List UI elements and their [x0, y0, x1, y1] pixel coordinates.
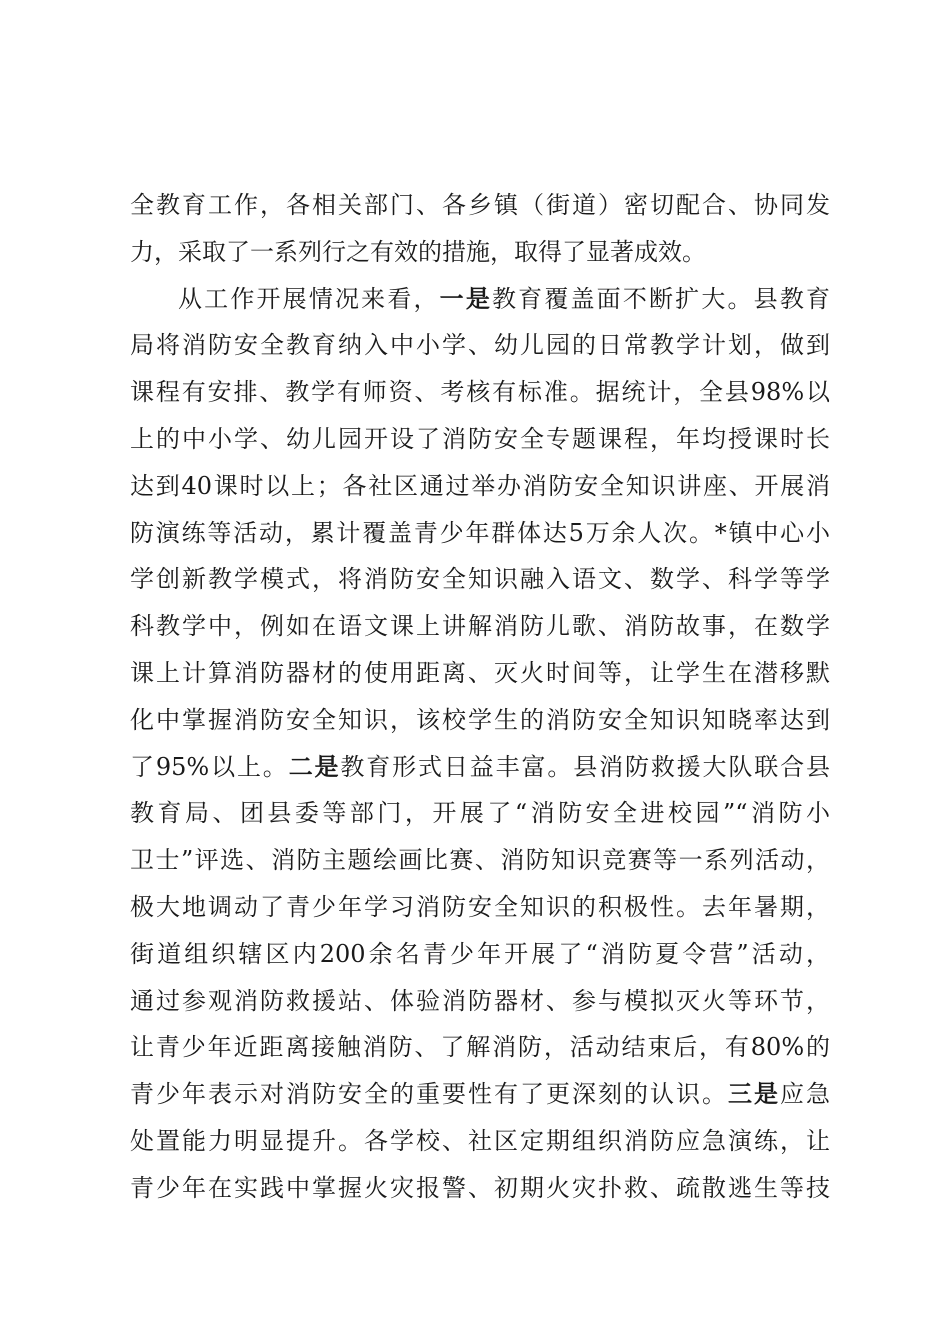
text-line: 局将消防安全教育纳入中小学、幼儿园的日常教学计划，做到	[130, 331, 830, 360]
text-span: 青少年表示对消防安全的重要性有了更深刻的认识。	[130, 1080, 728, 1109]
text-line: 力，采取了一系列行之有效的措施，取得了显著成效。	[130, 237, 706, 266]
text-line: 通过参观消防救援站、体验消防器材、参与模拟灭火等环节，	[130, 986, 830, 1015]
bold-keyword: 一是	[439, 283, 493, 313]
text-line: 科教学中，例如在语文课上讲解消防儿歌、消防故事，在数学	[130, 612, 830, 641]
text-line: 全教育工作，各相关部门、各乡镇（街道）密切配合、协同发	[130, 191, 830, 219]
text-line: 课程有安排、教学有师资、考核有标准。据统计，全县98%以	[130, 378, 830, 407]
text-line: 极大地调动了青少年学习消防安全知识的积极性。去年暑期，	[130, 892, 830, 921]
text-line: 防演练等活动，累计覆盖青少年群体达5万余人次。*镇中心小	[130, 518, 830, 547]
text-span: 教育形式日益丰富。县消防救援大队联合县	[340, 752, 830, 781]
text-span: 从工作开展情况来看，	[178, 284, 440, 313]
text-line: 让青少年近距离接触消防、了解消防，活动结束后，有80%的	[130, 1033, 830, 1062]
text-line: 青少年在实践中掌握火灾报警、初期火灾扑救、疏散逃生等技	[130, 1173, 830, 1202]
text-line: 化中掌握消防安全知识，该校学生的消防安全知识知晓率达到	[130, 705, 830, 734]
text-span: 了95%以上。	[130, 752, 289, 781]
bold-keyword: 三是	[728, 1079, 780, 1109]
text-span: 教育覆盖面不断扩大。县教育	[492, 284, 830, 313]
text-line: 课上计算消防器材的使用距离、灭火时间等，让学生在潜移默	[130, 658, 830, 687]
text-line: 教育局、团县委等部门，开展了“消防安全进校园”“消防小	[130, 799, 830, 828]
text-line	[130, 1071, 830, 1118]
bold-keyword: 二是	[288, 751, 341, 781]
text-line	[130, 744, 830, 791]
text-line: 卫士”评选、消防主题绘画比赛、消防知识竞赛等一系列活动，	[130, 846, 830, 875]
text-line: 学创新教学模式，将消防安全知识融入语文、数学、科学等学	[130, 565, 830, 594]
text-line: 达到40课时以上；各社区通过举办消防安全知识讲座、开展消	[130, 471, 830, 500]
text-line: 上的中小学、幼儿园开设了消防安全专题课程，年均授课时长	[130, 424, 830, 453]
text-line-paragraph-start	[130, 276, 830, 323]
text-line: 街道组织辖区内200余名青少年开展了“消防夏令营”活动，	[130, 939, 830, 968]
text-line: 处置能力明显提升。各学校、社区定期组织消防应急演练，让	[130, 1126, 830, 1155]
body-text	[130, 182, 830, 1212]
text-span: 应急	[780, 1080, 830, 1109]
